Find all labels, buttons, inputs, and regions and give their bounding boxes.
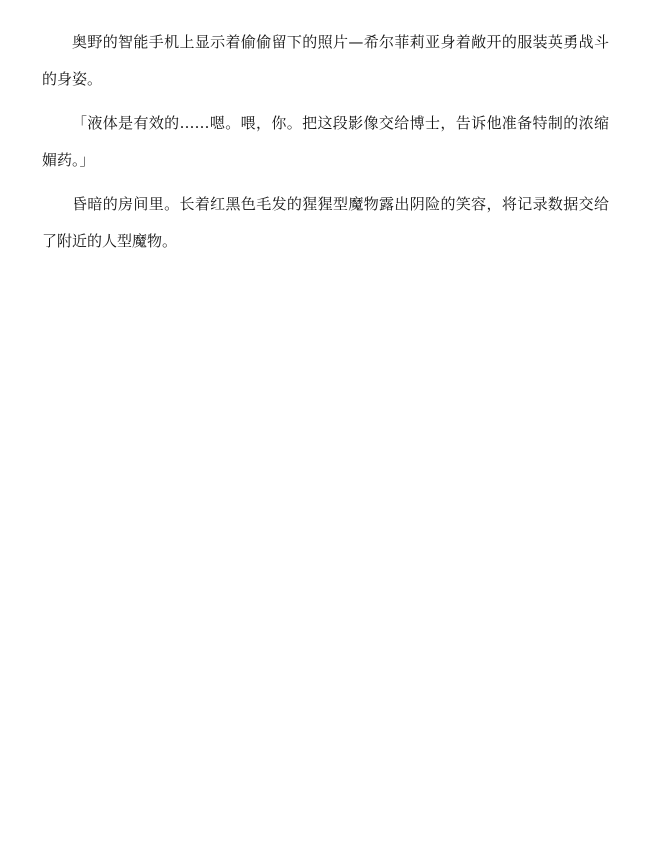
paragraph-2: 「液体是有效的……嗯。喂，你。把这段影像交给博士，告诉他准备特制的浓缩媚药。」 [42, 114, 609, 169]
paragraph-3: 昏暗的房间里。长着红黑色毛发的猩猩型魔物露出阴险的笑容，将记录数据交给了附近的人型魔物。 [42, 195, 609, 250]
paragraph-1: 奥野的智能手机上显示着偷偷留下的照片—希尔菲莉亚身着敞开的服装英勇战斗的身姿。 [42, 33, 609, 88]
